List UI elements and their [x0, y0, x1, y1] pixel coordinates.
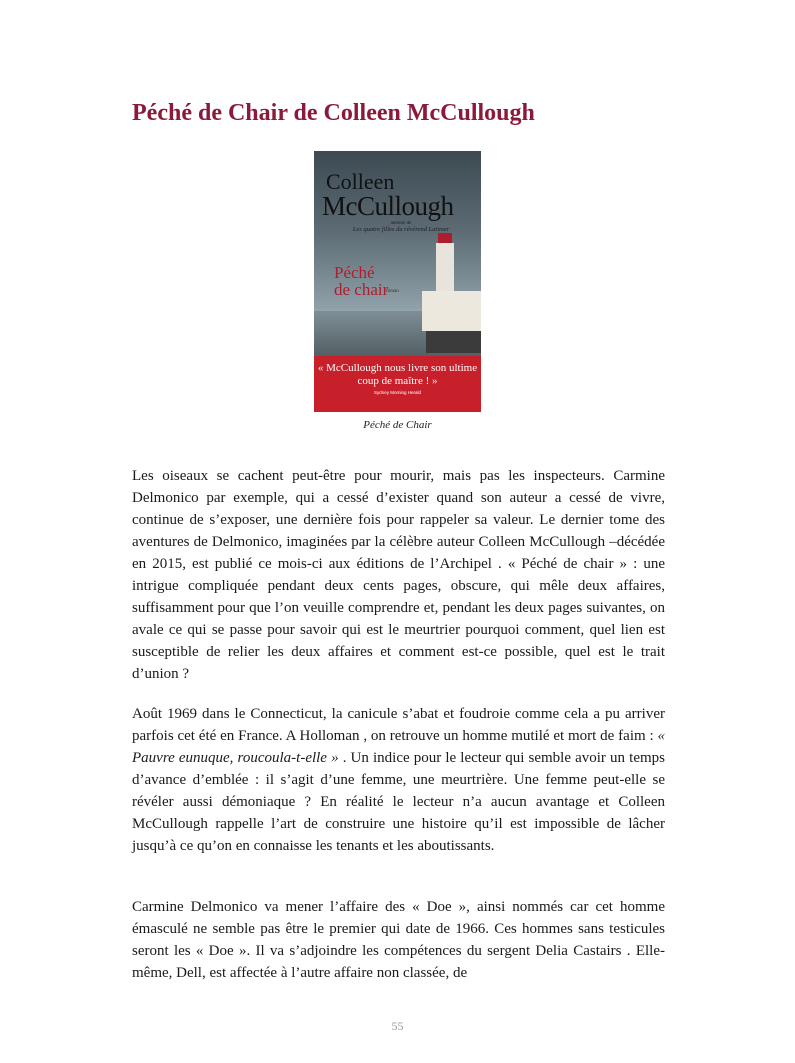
- cover-genre: roman: [386, 289, 399, 294]
- page-title: Péché de Chair de Colleen McCullough: [132, 100, 535, 126]
- cover-auteur-line: auteure de: [390, 221, 412, 226]
- body-paragraph: Août 1969 dans le Connecticut, la canicule s’abat et foudroie comme cela a pu arriver parfois cet été en France. A Holloman , on retrouve un homme mutilé et mort de faim : « Pauvre eunuque, roucoula-t-elle » . Un indice pour le lecteur qui semble avoir un temps d’avance d’emblée : il s’agit d’une femme, une meurtrière. Une femme peut-elle se révéler aussi démoniaque ? En réalité le lecteur n’a aucun avantage et Colleen McCullough rappelle l’art de construire une histoire qu’il est impossible de lâcher jusqu’à ce qu’on en connaisse les tenants et les aboutissants.: [132, 706, 665, 854]
- book-cover-image: [314, 151, 481, 412]
- body-paragraph: Les oiseaux se cachent peut-être pour mourir, mais pas les inspecteurs. Carmine Delmonico par exemple, qui a cessé d’exister quand son auteur a cessé de vivre, continue de s’exposer, une dernière fois pour rappeler sa valeur. Le dernier tome des aventures de Delmonico, imaginées par la célèbre auteur Colleen McCullough –décédée en 2015, est publié ce mois-ci aux éditions de l’Archipel . « Péché de chair » : une intrigue compliquée pendant deux cents pages, obscure, qui mêle deux affaires, suffisamment pour que l’on veuille comprendre et, pendant les deux pages suivantes, on avale ce qui se passe pour savoir qui est le meurtrier pourquoi comment, quel lien est susceptible de relier les deux affaires et comment est-ce possible, quel est le trait d’union ?: [132, 468, 665, 682]
- quoted-phrase: « Pauvre eunuque, roucoula-t-elle »: [132, 728, 665, 766]
- lighthouse-base: [426, 331, 481, 353]
- image-caption: Péché de Chair: [363, 419, 432, 431]
- cover-book-title: [334, 264, 388, 298]
- cover-author-first: Colleen: [326, 169, 395, 194]
- page-number: 55: [391, 1019, 404, 1033]
- cover-quote-source: Sydney Morning Herald: [373, 390, 422, 395]
- lighthouse-house: [422, 291, 481, 331]
- cover-other-title: [326, 221, 476, 233]
- cover-other-title-text: Les quatre filles du révérend Latimer: [352, 226, 450, 233]
- cover-author-last: McCullough: [322, 191, 454, 221]
- body-paragraph: Carmine Delmonico va mener l’affaire des « Doe », ainsi nommés car cet homme émasculé ne semble pas être le premier qui date de 1966. Ces hommes sans testicules seront les « Doe ». Il va s’adjoindre les compétences du sergent Delia Castairs . Elle-même, Dell, est affectée à l’autre affaire non classée, de: [132, 899, 665, 981]
- cover-quote: « McCullough nous livre son ultime coup de maître ! »: [317, 362, 478, 387]
- cover-book-title-line1: Péché: [334, 263, 375, 282]
- cover-quote-band: [314, 356, 481, 412]
- cover-book-title-line2: de chair: [334, 280, 389, 299]
